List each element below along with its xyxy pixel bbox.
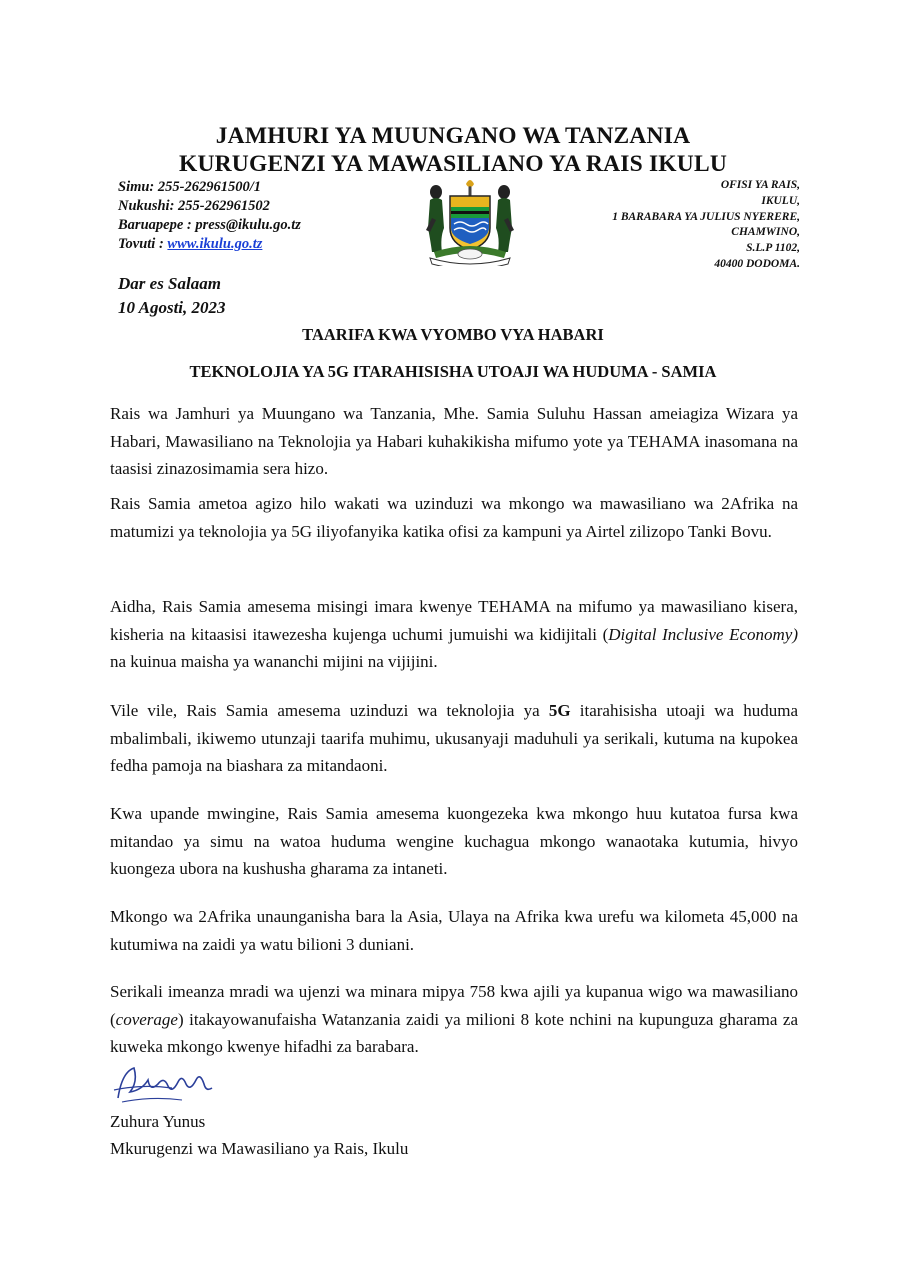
- paragraph: [110, 800, 798, 883]
- text-run: itarahisisha utoaji wa huduma mbalimbali, ikiwemo utunzaji taarifa muhimu, ukusanyaji maduhuli ya serikali, kutuma na kupokea fedha pamoja na biashara za mitandaoni.: [110, 701, 798, 775]
- email-line: Baruapepe : press@ikulu.go.tz: [118, 217, 301, 233]
- header-title-line1: JAMHURI YA MUUNGANO WA TANZANIA: [215, 123, 691, 149]
- paragraph: [110, 400, 798, 483]
- text-run: na kuinua maisha ya wananchi mijini na vijijini.: [110, 652, 438, 671]
- text-run: Vile vile, Rais Samia amesema uzinduzi wa teknolojia ya: [110, 701, 549, 720]
- handwritten-signature: [112, 1062, 222, 1104]
- paragraph-text: Mkongo wa 2Afrika unaunganisha bara la Asia, Ulaya na Afrika kwa urefu wa kilometa 45,000 na kutumiwa na zaidi ya watu bilioni 3 duniani.: [110, 907, 798, 954]
- paragraph-text: Rais Samia ametoa agizo hilo wakati wa uzinduzi wa mkongo wa mawasiliano wa 2Afrika na matumizi ya teknolojia ya 5G iliyofanyika katika ofisi za kampuni ya Airtel zilizopo Tanki Bovu.: [110, 494, 798, 541]
- text-run: Serikali imeanza mradi wa ujenzi wa minara mipya 758 kwa ajili ya kupanua wigo wa mawasiliano (: [110, 982, 798, 1029]
- signatory-title: Mkurugenzi wa Mawasiliano ya Rais, Ikulu: [110, 1139, 409, 1158]
- date: 10 Agosti, 2023: [118, 298, 226, 317]
- paragraph-text: [110, 697, 798, 780]
- address-line: OFISI YA RAIS,: [720, 179, 800, 191]
- address-line: IKULU,: [761, 194, 800, 207]
- paragraph: [110, 697, 798, 780]
- address-line: CHAMWINO,: [731, 226, 800, 239]
- header-title-line2: KURUGENZI YA MAWASILIANO YA RAIS IKULU: [178, 151, 727, 177]
- paragraph: [110, 490, 798, 545]
- address-line: 1 BARABARA YA JULIUS NYERERE,: [612, 210, 800, 223]
- paragraph-text: [110, 978, 798, 1061]
- place: Dar es Salaam: [118, 274, 221, 293]
- fax-line: Nukushi: 255-262961502: [118, 198, 270, 214]
- document-heading: TAARIFA KWA VYOMBO VYA HABARI: [302, 325, 604, 344]
- paragraph-text: Kwa upande mwingine, Rais Samia amesema kuongezeka kwa mkongo huu kutatoa fursa kwa mitandao ya simu na watoa huduma wengine kuchagua mkongo wanaotaka kutumia, hivyo kuongeza ubora na kushusha gharama za intaneti.: [110, 804, 798, 878]
- website-label: Tovuti :: [118, 236, 168, 252]
- signatory-block: [110, 1108, 408, 1162]
- italic-term: coverage: [115, 1009, 178, 1029]
- website-link[interactable]: www.ikulu.go.tz: [167, 236, 263, 252]
- bold-term: 5G: [548, 701, 571, 720]
- coat-of-arms-icon: [420, 178, 520, 266]
- office-address-block: [612, 178, 800, 273]
- paragraph: [110, 903, 798, 958]
- address-line: 40400 DODOMA.: [714, 257, 800, 270]
- contact-block: [118, 178, 301, 254]
- phone-line: Simu: 255-262961500/1: [118, 179, 261, 195]
- address-line: S.L.P 1102,: [746, 242, 800, 255]
- italic-term: Digital Inclusive Economy): [608, 624, 798, 644]
- document-subheading: TEKNOLOJIA YA 5G ITARAHISISHA UTOAJI WA HUDUMA - SAMIA: [189, 362, 717, 381]
- text-run: ) itakayowanufaisha Watanzania zaidi ya milioni 8 kote nchini na kupunguza gharama za kuweka mkongo kwenye hifadhi za barabara.: [110, 1009, 798, 1056]
- text-run: Aidha, Rais Samia amesema misingi imara kwenye TEHAMA na mifumo ya mawasiliano kisera, kisheria na kitaasisi itawezesha kujenga uchumi jumuishi wa kidijitali (: [110, 597, 798, 644]
- paragraph: [110, 978, 798, 1061]
- paragraph-text: [110, 593, 798, 676]
- website-line: [118, 235, 301, 254]
- paragraph-text: Rais wa Jamhuri ya Muungano wa Tanzania, Mhe. Samia Suluhu Hassan ameiagiza Wizara ya Habari, Mawasiliano na Teknolojia ya Habari kuhakikisha mifumo yote ya TEHAMA inasomana na taasisi zinazosimamia sera hizo.: [110, 404, 798, 478]
- place-date-block: [118, 272, 226, 320]
- signatory-name: Zuhura Yunus: [110, 1112, 206, 1131]
- paragraph: [110, 593, 798, 676]
